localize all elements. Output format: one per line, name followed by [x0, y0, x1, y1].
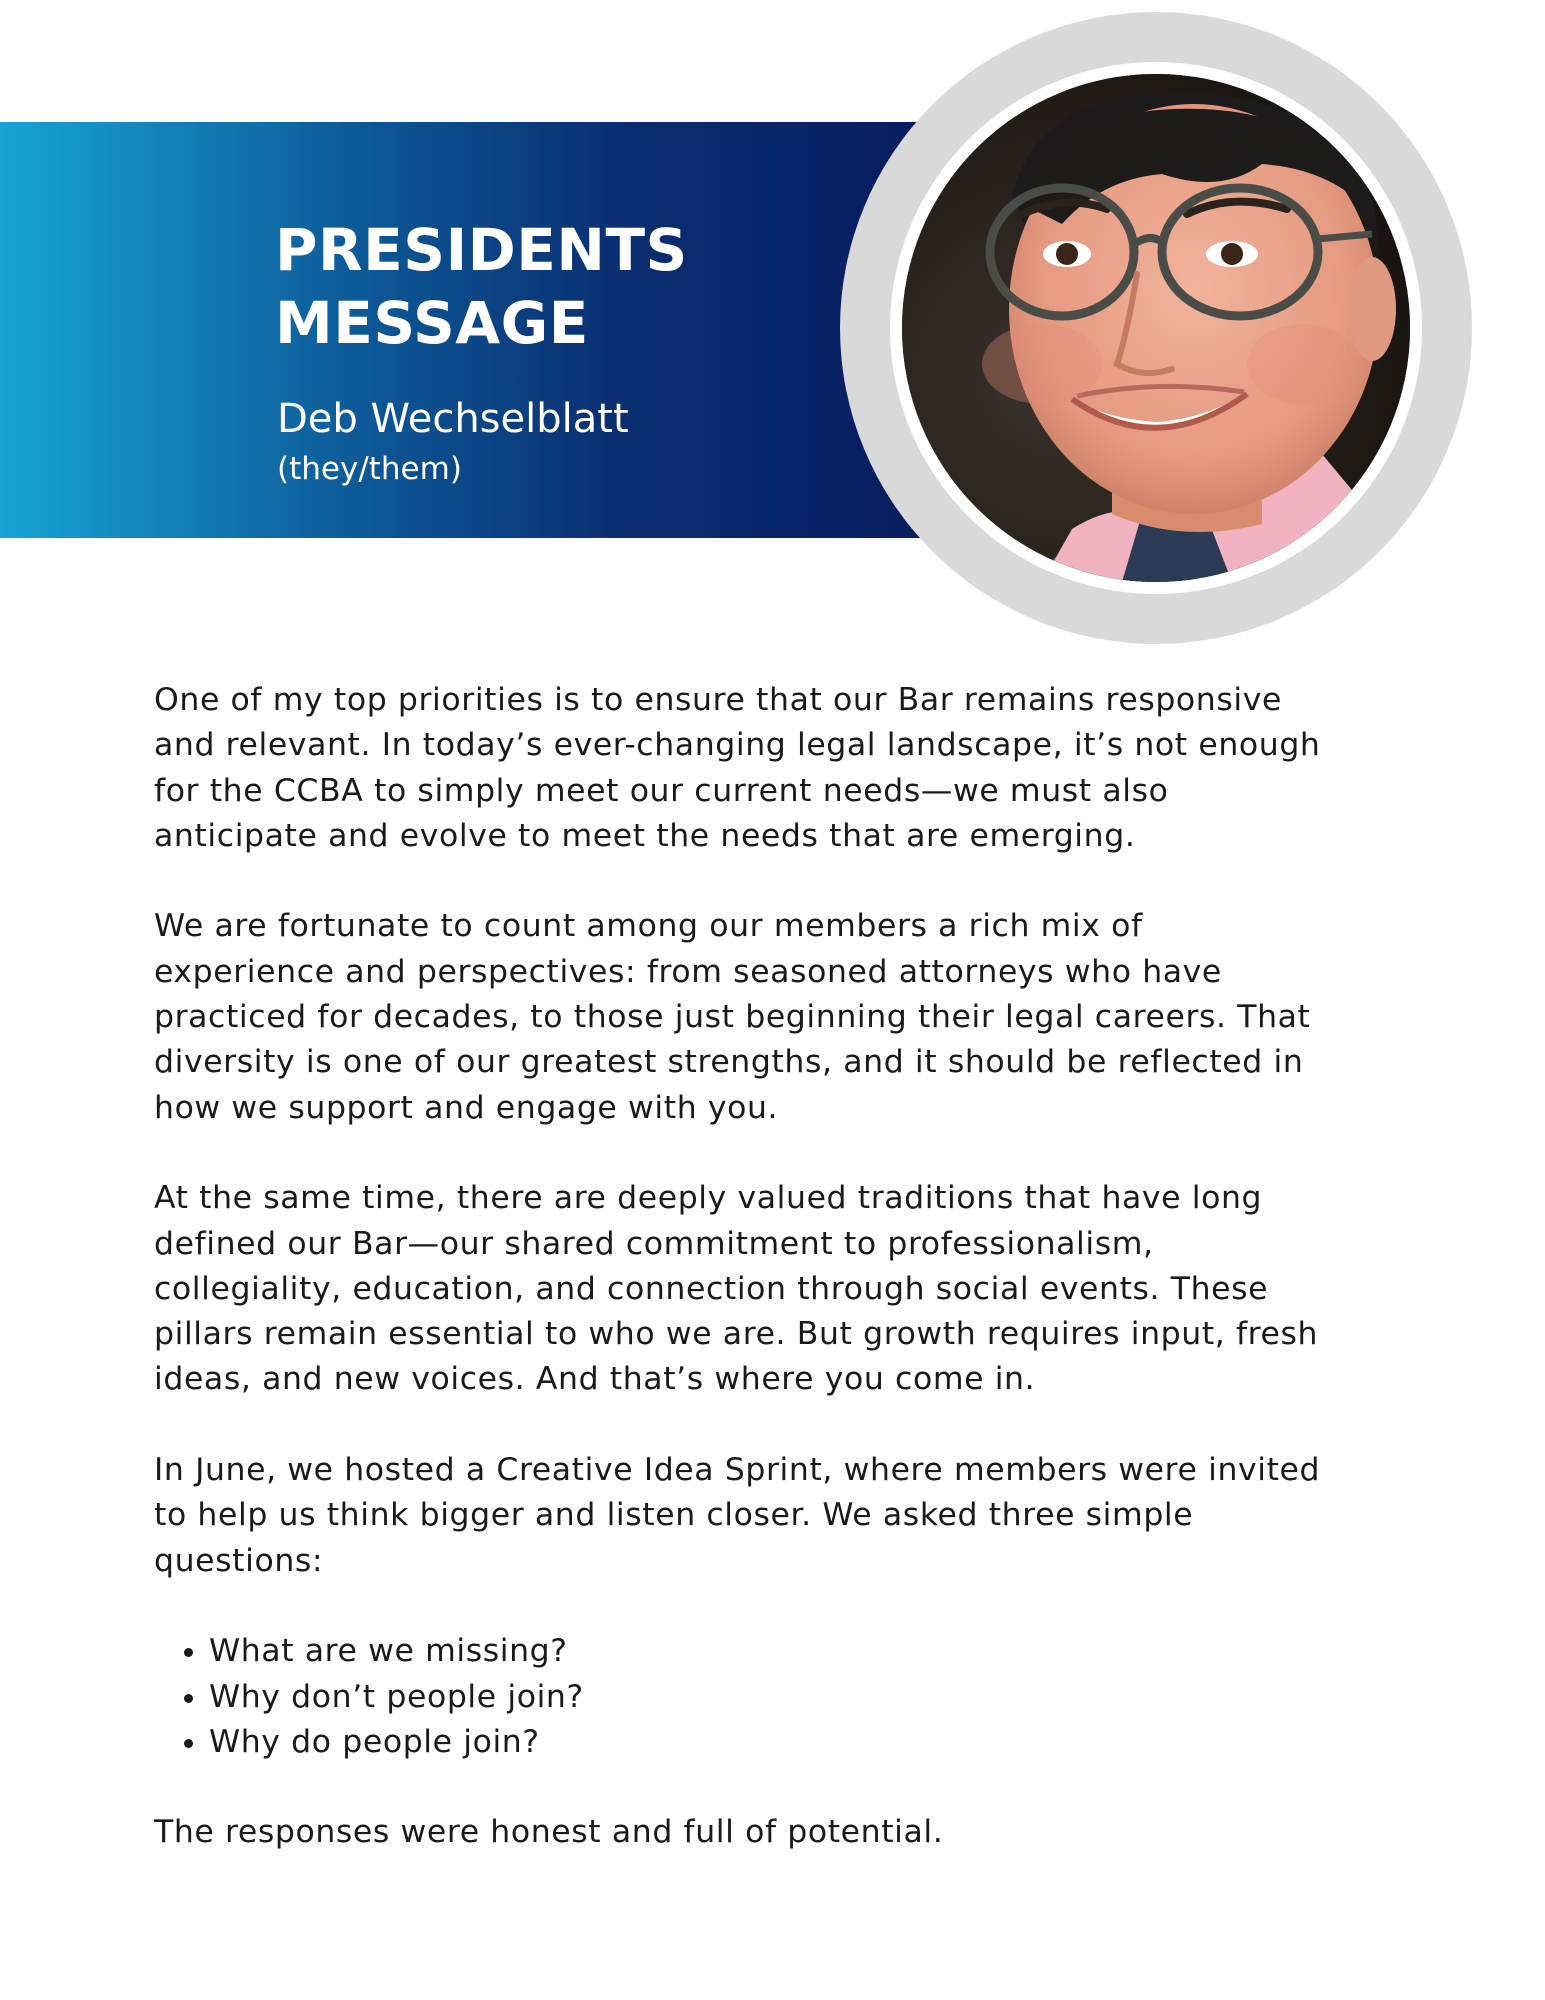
- article-body: [154, 678, 1414, 1901]
- questions-list: [154, 1629, 1414, 1765]
- page-title: [275, 214, 835, 360]
- list-item: • Why do people join?: [209, 1720, 1414, 1765]
- portrait-photo-icon: [902, 74, 1410, 582]
- portrait-illustration: [902, 74, 1410, 582]
- title-line-2: MESSAGE: [275, 289, 589, 357]
- paragraph-2: We are fortunate to count among our members a rich mix of experience and perspectives: from seasoned attorneys who have practiced for decades, to those just beginning their legal careers. That diversity is one of our greatest strengths, and it should be reflected in how we support and engage with you.: [154, 908, 1311, 1126]
- paragraph-3: At the same time, there are deeply valued traditions that have long defined our Bar—our shared commitment to professionalism, collegiality, education, and connection through social events. These pillars remain essential to who we are. But growth requires input, fresh ideas, and new voices. And that’s where you come in.: [154, 1180, 1319, 1398]
- title-line-1: PRESIDENTS: [275, 216, 688, 284]
- list-item: • What are we missing?: [209, 1629, 1414, 1674]
- author-name: Deb Wechselblatt: [277, 396, 629, 442]
- author-pronouns: (they/them): [277, 451, 462, 487]
- list-item: • Why don’t people join?: [209, 1675, 1414, 1720]
- paragraph-1: One of my top priorities is to ensure that our Bar remains responsive and relevant. In today’s ever-changing legal landscape, it’s not enough for the CCBA to simply meet our current needs—we must also anticipate and evolve to meet the needs that are emerging.: [154, 682, 1321, 854]
- closing-paragraph: The responses were honest and full of potential.: [154, 1814, 944, 1851]
- paragraph-4: In June, we hosted a Creative Idea Sprint, where members were invited to help us think bigger and listen closer. We asked three simple questions:: [154, 1452, 1321, 1579]
